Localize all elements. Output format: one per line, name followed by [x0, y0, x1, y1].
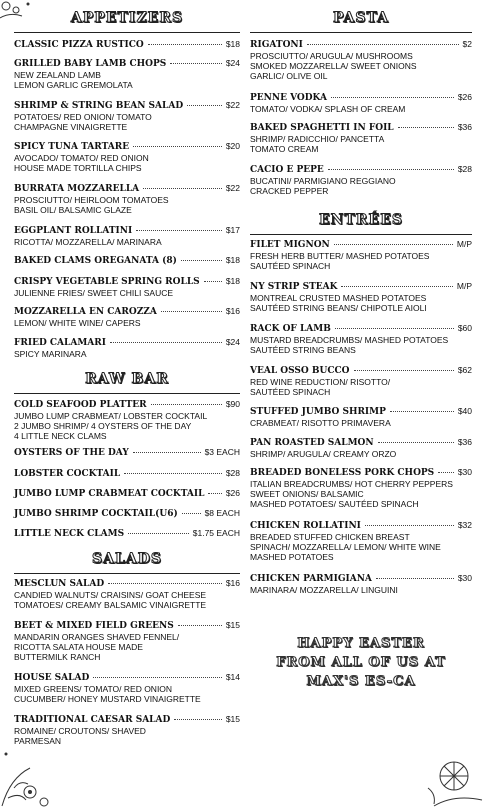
- dot-leader: [334, 244, 453, 245]
- item-name: LITTLE NECK CLAMS: [14, 529, 125, 539]
- item-name: RIGATONI: [250, 40, 303, 50]
- section-title: PASTA: [333, 10, 389, 26]
- dot-leader: [182, 513, 201, 514]
- item-price: $60: [457, 323, 472, 333]
- flower-decoration-icon: [424, 748, 484, 808]
- item-name: PAN ROASTED SALMON: [250, 438, 374, 448]
- menu-item: [14, 468, 240, 480]
- item-description: SPICY MARINARA: [14, 349, 87, 359]
- item-description: AVOCADO/ TOMATO/ RED ONION HOUSE MADE TORTILLA CHIPS: [14, 153, 149, 173]
- item-price: $30: [457, 467, 472, 477]
- menu-item: [250, 39, 472, 81]
- dot-leader: [128, 533, 189, 534]
- item-price: $15: [225, 714, 240, 724]
- item-name: COLD SEAFOOD PLATTER: [14, 400, 147, 410]
- menu-item: [250, 281, 472, 313]
- item-description: POTATOES/ RED ONION/ TOMATO CHAMPAGNE VINAIGRETTE: [14, 112, 152, 132]
- dot-leader: [378, 442, 454, 443]
- dot-leader: [178, 625, 222, 626]
- item-description: CANDIED WALNUTS/ CRAISINS/ GOAT CHEESE TOMATOES/ CREAMY BALSAMIC VINAIGRETTE: [14, 590, 207, 610]
- item-name: LOBSTER COCKTAIL: [14, 469, 121, 479]
- item-price: $18: [225, 255, 240, 265]
- dot-leader: [438, 472, 454, 473]
- item-price: $18: [225, 276, 240, 286]
- item-name: JUMBO SHRIMP COCKTAIL(U6): [14, 509, 178, 519]
- dot-leader: [208, 493, 221, 494]
- menu-item: [250, 406, 472, 428]
- flower-decoration-icon: [0, 748, 60, 808]
- item-name: CHICKEN ROLLATINI: [250, 521, 361, 531]
- item-price: $32: [457, 520, 472, 530]
- item-price: $28: [457, 164, 472, 174]
- dot-leader: [133, 146, 222, 147]
- item-description: RICOTTA/ MOZZARELLA/ MARINARA: [14, 237, 162, 247]
- item-name: CHICKEN PARMIGIANA: [250, 574, 372, 584]
- item-description: ROMAINE/ CROUTONS/ SHAVED PARMESAN: [14, 726, 146, 746]
- item-description: NEW ZEALAND LAMB LEMON GARLIC GREMOLATA: [14, 70, 133, 90]
- item-price: $16: [225, 306, 240, 316]
- item-name: STUFFED JUMBO SHRIMP: [250, 407, 386, 417]
- section-divider: [250, 32, 472, 33]
- easter-greeting: [250, 634, 472, 691]
- dot-leader: [328, 169, 454, 170]
- dot-leader: [354, 370, 454, 371]
- item-price: $36: [457, 437, 472, 447]
- menu-item: [14, 58, 240, 90]
- menu-item: [14, 183, 240, 215]
- item-price: $16: [225, 578, 240, 588]
- item-name: CACIO E PEPE: [250, 165, 324, 175]
- greeting-text: HAPPY EASTER FROM ALL OF US AT MAX'S ES-CA: [276, 636, 446, 689]
- menu-item: [14, 672, 240, 704]
- section-divider: [14, 32, 240, 33]
- item-price: $18: [225, 39, 240, 49]
- menu-item: [14, 578, 240, 610]
- dot-leader: [174, 719, 222, 720]
- item-price: $15: [225, 620, 240, 630]
- item-name: GRILLED BABY LAMB CHOPS: [14, 59, 167, 69]
- menu-item: [250, 164, 472, 196]
- item-description: TOMATO/ VODKA/ SPLASH OF CREAM: [250, 104, 406, 114]
- item-price: $8 EACH: [204, 508, 240, 518]
- menu-item: [14, 714, 240, 746]
- item-name: PENNE VODKA: [250, 93, 327, 103]
- menu-item: [14, 399, 240, 441]
- menu-item: [14, 306, 240, 328]
- dot-leader: [170, 63, 222, 64]
- item-name: MESCLUN SALAD: [14, 579, 105, 589]
- menu-item: [250, 323, 472, 355]
- item-price: $14: [225, 672, 240, 682]
- dot-leader: [335, 328, 454, 329]
- dot-leader: [398, 127, 454, 128]
- menu-item: [14, 337, 240, 359]
- item-description: ITALIAN BREADCRUMBS/ HOT CHERRY PEPPERS SWEET ONIONS/ BALSAMIC MASHED POTATOES/ SAUTÉED SPINACH: [250, 479, 453, 509]
- item-description: BREADED STUFFED CHICKEN BREAST SPINACH/ MOZZARELLA/ LEMON/ WHITE WINE MASHED POTATOES: [250, 532, 441, 562]
- item-description: PROSCIUTTO/ ARUGULA/ MUSHROOMS SMOKED MOZZARELLA/ SWEET ONIONS GARLIC/ OLIVE OIL: [250, 51, 417, 81]
- flower-decoration-icon: [0, 0, 40, 24]
- item-price: $1.75 EACH: [192, 528, 240, 538]
- item-price: $24: [225, 337, 240, 347]
- item-description: FRESH HERB BUTTER/ MASHED POTATOES SAUTÉED SPINACH: [250, 251, 430, 271]
- menu-item: [14, 255, 240, 267]
- item-name: EGGPLANT ROLLATINI: [14, 226, 133, 236]
- dot-leader: [341, 286, 452, 287]
- item-price: $3 EACH: [204, 447, 240, 457]
- item-price: $20: [225, 141, 240, 151]
- item-name: FILET MIGNON: [250, 240, 330, 250]
- menu-item: [250, 573, 472, 595]
- dot-leader: [187, 105, 222, 106]
- item-description: MUSTARD BREADCRUMBS/ MASHED POTATOES SAUTÉED STRING BEANS: [250, 335, 449, 355]
- item-description: BUCATINI/ PARMIGIANO REGGIANO CRACKED PEPPER: [250, 176, 396, 196]
- dot-leader: [307, 44, 459, 45]
- menu-item: [14, 225, 240, 247]
- item-name: VEAL OSSO BUCCO: [250, 366, 350, 376]
- item-description: JUMBO LUMP CRABMEAT/ LOBSTER COCKTAIL 2 JUMBO SHRIMP/ 4 OYSTERS OF THE DAY 4 LITTLE NECK CLAMS: [14, 411, 208, 441]
- dot-leader: [110, 342, 222, 343]
- item-price: M/P: [456, 239, 472, 249]
- dot-leader: [331, 97, 454, 98]
- item-price: $28: [225, 468, 240, 478]
- item-price: $2: [462, 39, 472, 49]
- section-divider: [250, 234, 472, 235]
- menu-item: [14, 276, 240, 298]
- menu-item: [250, 365, 472, 397]
- menu-item: [250, 520, 472, 562]
- item-description: MARINARA/ MOZZARELLA/ LINGUINI: [250, 585, 398, 595]
- item-price: $26: [225, 488, 240, 498]
- section-title: ENTRÉES: [319, 212, 403, 228]
- item-price: $30: [457, 573, 472, 583]
- menu-item: [14, 488, 240, 500]
- menu-item: [14, 447, 240, 459]
- dot-leader: [93, 677, 222, 678]
- menu-item: [14, 508, 240, 520]
- section-title: RAW BAR: [85, 371, 169, 387]
- dot-leader: [181, 260, 222, 261]
- item-price: $22: [225, 100, 240, 110]
- item-description: PROSCIUTTO/ HEIRLOOM TOMATOES BASIL OIL/ BALSAMIC GLAZE: [14, 195, 169, 215]
- item-description: LEMON/ WHITE WINE/ CAPERS: [14, 318, 141, 328]
- item-price: $62: [457, 365, 472, 375]
- item-price: $17: [225, 225, 240, 235]
- item-description: SHRIMP/ RADICCHIO/ PANCETTA TOMATO CREAM: [250, 134, 385, 154]
- dot-leader: [151, 404, 222, 405]
- item-price: $90: [225, 399, 240, 409]
- dot-leader: [390, 411, 454, 412]
- item-name: OYSTERS OF THE DAY: [14, 448, 129, 458]
- item-name: RACK OF LAMB: [250, 324, 331, 334]
- item-name: BAKED CLAMS OREGANATA (8): [14, 256, 177, 266]
- dot-leader: [376, 578, 454, 579]
- item-name: BAKED SPAGHETTI IN FOIL: [250, 123, 394, 133]
- dot-leader: [148, 44, 222, 45]
- dot-leader: [133, 452, 201, 453]
- menu-item: [14, 528, 240, 540]
- section-divider: [14, 573, 240, 574]
- menu-item: [250, 467, 472, 509]
- item-name: MOZZARELLA EN CAROZZA: [14, 307, 157, 317]
- item-name: SHRIMP & STRING BEAN SALAD: [14, 101, 184, 111]
- menu-item: [14, 39, 240, 51]
- item-description: JULIENNE FRIES/ SWEET CHILI SAUCE: [14, 288, 174, 298]
- section-divider: [14, 393, 240, 394]
- item-name: JUMBO LUMP CRABMEAT COCKTAIL: [14, 489, 205, 499]
- menu-item: [14, 620, 240, 662]
- menu-item: [250, 92, 472, 114]
- section-title: SALADS: [92, 551, 162, 567]
- item-price: $40: [457, 406, 472, 416]
- item-description: MONTREAL CRUSTED MASHED POTATOES SAUTÉED STRING BEANS/ CHIPOTLE AIOLI: [250, 293, 427, 313]
- menu-item: [250, 122, 472, 154]
- item-description: CRABMEAT/ RISOTTO PRIMAVERA: [250, 418, 391, 428]
- item-name: TRADITIONAL CAESAR SALAD: [14, 715, 171, 725]
- item-price: $22: [225, 183, 240, 193]
- item-name: NY STRIP STEAK: [250, 282, 338, 292]
- item-description: MANDARIN ORANGES SHAVED FENNEL/ RICOTTA SALATA HOUSE MADE BUTTERMILK RANCH: [14, 632, 180, 662]
- menu-item: [14, 141, 240, 173]
- dot-leader: [161, 311, 222, 312]
- item-description: SHRIMP/ ARUGULA/ CREAMY ORZO: [250, 449, 397, 459]
- dot-leader: [136, 230, 222, 231]
- item-name: FRIED CALAMARI: [14, 338, 106, 348]
- dot-leader: [204, 281, 222, 282]
- menu-item: [250, 437, 472, 459]
- dot-leader: [143, 188, 222, 189]
- item-name: HOUSE SALAD: [14, 673, 90, 683]
- item-name: CLASSIC PIZZA RUSTICO: [14, 40, 144, 50]
- item-name: BEET & MIXED FIELD GREENS: [14, 621, 174, 631]
- item-name: BURRATA MOZZARELLA: [14, 184, 140, 194]
- menu-item: [250, 239, 472, 271]
- item-price: $36: [457, 122, 472, 132]
- section-title: APPETIZERS: [70, 10, 184, 26]
- dot-leader: [108, 583, 222, 584]
- item-description: RED WINE REDUCTION/ RISOTTO/ SAUTÉED SPINACH: [250, 377, 391, 397]
- item-name: SPICY TUNA TARTARE: [14, 142, 130, 152]
- item-price: M/P: [456, 281, 472, 291]
- dot-leader: [124, 473, 222, 474]
- item-name: CRISPY VEGETABLE SPRING ROLLS: [14, 277, 200, 287]
- dot-leader: [365, 525, 454, 526]
- item-price: $24: [225, 58, 240, 68]
- menu-item: [14, 100, 240, 132]
- item-description: MIXED GREENS/ TOMATO/ RED ONION CUCUMBER/ HONEY MUSTARD VINAIGRETTE: [14, 684, 201, 704]
- item-price: $26: [457, 92, 472, 102]
- item-name: BREADED BONELESS PORK CHOPS: [250, 468, 435, 478]
